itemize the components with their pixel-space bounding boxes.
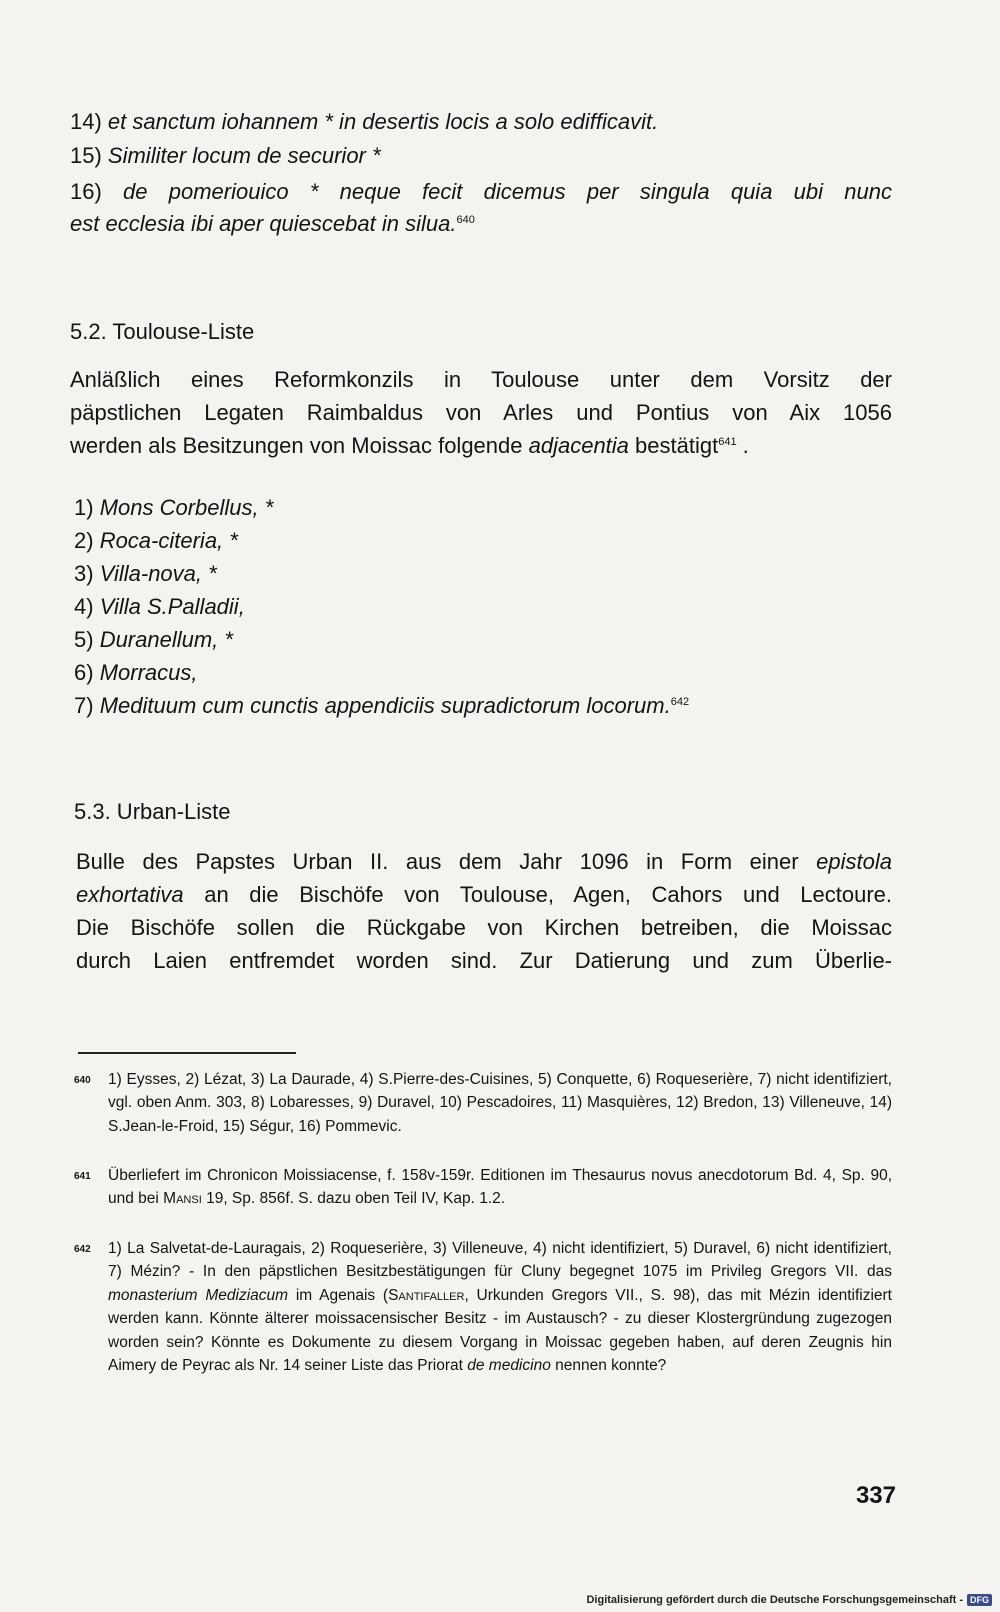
list-item: 6) Morracus,: [74, 660, 198, 685]
footnote-640: [76, 1068, 892, 1138]
paragraph-line: werden als Besitzungen von Moissac folgende adjacentia bestätigt$^{641}$ .: [70, 433, 749, 458]
list-item: 7) Medituum cum cunctis appendiciis supradictorum locorum.$^{642}$: [74, 693, 690, 718]
footnote-642: [76, 1237, 892, 1377]
footnote-number: 641: [74, 1171, 91, 1182]
paragraph-line: exhortativa an die Bischöfe von Toulouse, Agen, Cahors und Lectoure.: [76, 882, 892, 907]
footnote-separator: [78, 1052, 296, 1054]
list-item-16-line1: 16) de pomeriouico * neque fecit dicemus per singula quia ubi nunc: [70, 179, 892, 204]
digitization-credit: [586, 1594, 992, 1606]
footnote-ref-642[interactable]: 642: [670, 696, 690, 708]
list-item: 1) Mons Corbellus, *: [74, 495, 274, 520]
footnote-641: [76, 1164, 892, 1211]
footnote-text: Überliefert im Chronicon Moissiacense, f. 158v-159r. Editionen im Thesaurus novus anecdotorum Bd. 4, Sp. 90, und bei Mansi 19, Sp. 856f. S. dazu oben Teil IV, Kap. 1.2.: [108, 1167, 892, 1208]
section-heading-5-2: 5.2. Toulouse-Liste: [70, 319, 255, 344]
paragraph-line: Anläßlich eines Reformkonzils in Toulouse unter dem Vorsitz der: [70, 367, 892, 392]
footnote-ref-640[interactable]: 640: [456, 214, 475, 226]
dfg-logo-icon[interactable]: DFG: [967, 1594, 992, 1606]
list-item-16-line2: est ecclesia ibi aper quiescebat in silua.$^{640}$: [70, 211, 475, 236]
list-item: 2) Roca-citeria, *: [74, 528, 238, 553]
list-item: 4) Villa S.Palladii,: [74, 594, 245, 619]
section-heading-5-3: 5.3. Urban-Liste: [74, 799, 231, 824]
page-number: 337: [855, 1482, 896, 1509]
footnote-text: 1) La Salvetat-de-Lauragais, 2) Roqueserière, 3) Villeneuve, 4) nicht identifiziert, 5) Duravel, 6) nicht identifiziert, 7) Mézin? - In den päpstlichen Besitzbestätigungen für Cluny begegnet 1075 im Privileg Gregors VII. das monasterium Mediziacum im Agenais (Santifaller, Urkunden Gregors VII., S. 98), das mit Mézin identifiziert werden kann. Könnte älterer moissacensischer Besitz - im Austausch? - zu dieser Klostergründung zugezogen worden sein? Könnte es Dokumente zu diesem Vorgang in Moissac gegeben haben, auf deren Zeugnis hin Aimery de Peyrac als Nr. 14 seiner Liste das Priorat de medicino nennen konnte?: [108, 1240, 892, 1375]
credit-text: Digitalisierung gefördert durch die Deutsche Forschungsgemeinschaft -: [586, 1594, 963, 1606]
list-item: 5) Duranellum, *: [74, 627, 233, 652]
footnote-text: 1) Eysses, 2) Lézat, 3) La Daurade, 4) S.Pierre-des-Cuisines, 5) Conquette, 6) Roqueserière, 7) nicht identifiziert, vgl. oben Anm. 303, 8) Lobaresses, 9) Duravel, 10) Pescadoires, 11) Masquières, 12) Bredon, 13) Villeneuve, 14) S.Jean-le-Froid, 15) Ségur, 16) Pommevic.: [108, 1071, 892, 1135]
list-item-14: 14) et sanctum iohannem * in desertis locis a solo edifficavit.: [70, 109, 659, 134]
footnote-number: 640: [74, 1075, 91, 1086]
paragraph-line: durch Laien entfremdet worden sind. Zur Datierung und zum Überlie-: [76, 948, 892, 973]
list-item-15: 15) Similiter locum de securior *: [70, 143, 381, 168]
list-item: 3) Villa-nova, *: [74, 561, 217, 586]
paragraph-line: Bulle des Papstes Urban II. aus dem Jahr 1096 in Form einer epistola: [76, 849, 892, 874]
paragraph-line: päpstlichen Legaten Raimbaldus von Arles und Pontius von Aix 1056: [70, 400, 892, 425]
footnote-number: 642: [74, 1244, 91, 1255]
footnote-ref-641[interactable]: 641: [718, 436, 737, 448]
paragraph-line: Die Bischöfe sollen die Rückgabe von Kirchen betreiben, die Moissac: [76, 915, 892, 940]
